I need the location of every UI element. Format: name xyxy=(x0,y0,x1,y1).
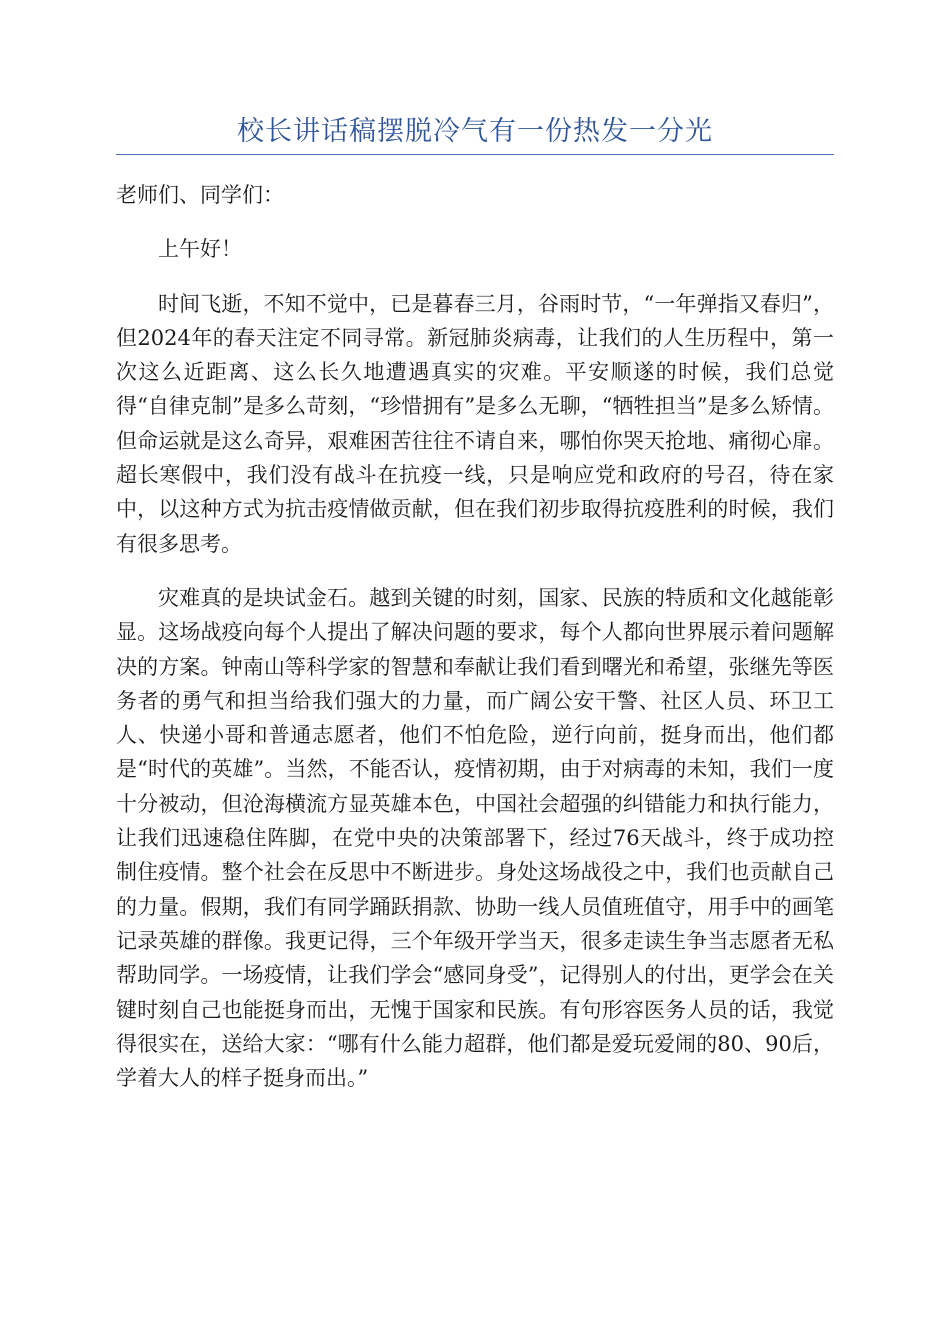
paragraph-2: 灾难真的是块试金石。越到关键的时刻，国家、民族的特质和文化越能彰显。这场战疫向每个人提出了解决问题的要求，每个人都向世界展示着问题解决的方案。钟南山等科学家的智慧和奉献让我们看到曙光和希望，张继先等医务者的勇气和担当给我们强大的力量，而广阔公安干警、社区人员、环卫工人、快递小哥和普通志愿者，他们不怕危险，逆行向前，挺身而出，他们都是“时代的英雄”。当然，不能否认，疫情初期，由于对病毒的未知，我们一度十分被动，但沧海横流方显英雄本色，中国社会超强的纠错能力和执行能力，让我们迅速稳住阵脚，在党中央的决策部署下，经过76天战斗，终于成功控制住疫情。整个社会在反思中不断进步。身处这场战役之中，我们也贡献自己的力量。假期，我们有同学踊跃捐款、协助一线人员值班值守，用手中的画笔记录英雄的群像。我更记得，三个年级开学当天，很多走读生争当志愿者无私帮助同学。一场疫情，让我们学会“感同身受”，记得别人的付出，更学会在关键时刻自己也能挺身而出，无愧于国家和民族。有句形容医务人员的话，我觉得很实在，送给大家：“哪有什么能力超群，他们都是爱玩爱闹的80、90后，学着大人的样子挺身而出。” xyxy=(116,585,834,1091)
title-underline xyxy=(116,154,834,155)
document-body xyxy=(116,178,834,1095)
paragraph-1: 时间飞逝，不知不觉中，已是暮春三月，谷雨时节，“一年弹指又春归”，但2024年的春天注定不同寻常。新冠肺炎病毒，让我们的人生历程中，第一次这么近距离、这么长久地遭遇真实的灾难。平安顺遂的时候，我们总觉得“自律克制”是多么苛刻，“珍惜拥有”是多么无聊，“牺牲担当”是多么矫情。但命运就是这么奇异，艰难困苦往往不请自来，哪怕你哭天抢地、痛彻心扉。超长寒假中，我们没有战斗在抗疫一线，只是响应党和政府的号召，待在家中，以这种方式为抗击疫情做贡献，但在我们初步取得抗疫胜利的时候，我们有很多思考。 xyxy=(116,291,834,556)
document-title: 校长讲话稿摆脱冷气有一份热发一分光 xyxy=(237,116,713,147)
salutation: 老师们、同学们： xyxy=(116,183,284,207)
greeting: 上午好！ xyxy=(158,237,242,262)
